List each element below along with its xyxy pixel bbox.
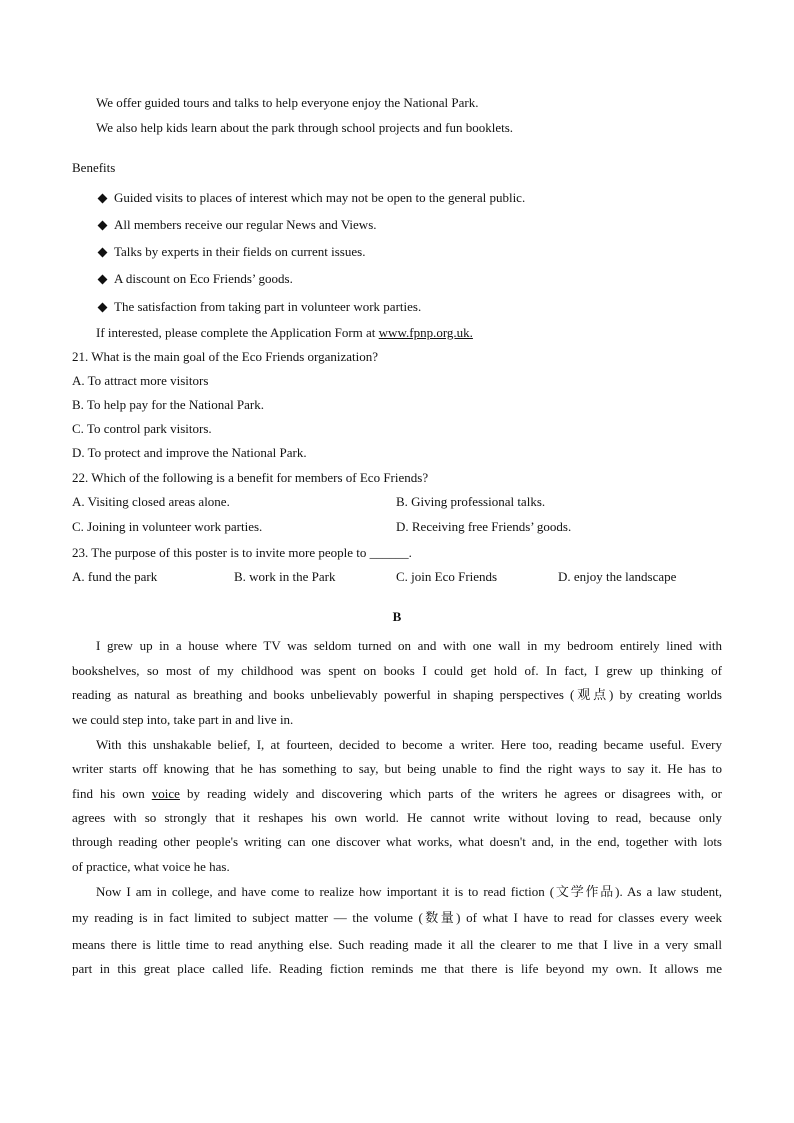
- paragraph-1-line: bookshelves, so most of my childhood was spent on books I could get hold of. In fact, I grew up thinking of: [72, 663, 722, 678]
- underlined-word-voice: voice: [151, 786, 180, 801]
- paragraph-2-line: through reading other people's writing can one discover what works, what doesn't and, in the end, together with lots: [72, 834, 722, 849]
- paragraph-1-line: we could step into, take part in and live in.: [72, 712, 294, 727]
- diamond-bullet-icon: [98, 303, 108, 313]
- question-21-stem: 21. What is the main goal of the Eco Friends organization?: [72, 349, 379, 364]
- question-21-option-a: A. To attract more visitors: [72, 373, 209, 388]
- question-22-option-a: A. Visiting closed areas alone.: [72, 494, 230, 509]
- question-23-option-d: D. enjoy the landscape: [558, 569, 677, 584]
- question-23-stem: 23. The purpose of this poster is to invite more people to ______.: [72, 545, 412, 560]
- question-23-option-b: B. work in the Park: [234, 569, 336, 584]
- benefit-item: Talks by experts in their fields on current issues.: [96, 243, 365, 261]
- question-22-option-d: D. Receiving free Friends’ goods.: [396, 519, 572, 534]
- paragraph-3-line: Now I am in college, and have come to realize how important it is to read fiction (文学作品). As a law student,: [96, 884, 722, 899]
- paragraph-2-line: of practice, what voice he has.: [72, 859, 230, 874]
- paragraph-2-line: writer starts off knowing that he has something to say, but being unable to find the right ways to say it. He has to: [72, 761, 722, 776]
- paragraph-3-line: part in this great place called life. Reading fiction reminds me that there is life beyond my own. It allows me: [72, 961, 722, 976]
- section-b-title: B: [392, 609, 402, 624]
- benefit-item: Guided visits to places of interest which may not be open to the general public.: [96, 189, 525, 207]
- paragraph-3-line: means there is little time to read anything else. Such reading made it all the clearer to me that I live in a very small: [72, 937, 722, 952]
- paragraph-2-line: find his own voice by reading widely and discovering which parts of the writers he agrees or disagrees with, or: [72, 786, 722, 801]
- answer-blank: ______: [369, 545, 409, 560]
- diamond-bullet-icon: [98, 194, 108, 204]
- diamond-bullet-icon: [98, 275, 108, 285]
- benefit-item: All members receive our regular News and Views.: [96, 216, 377, 234]
- benefit-item: The satisfaction from taking part in volunteer work parties.: [96, 298, 421, 316]
- intro-line-2: We also help kids learn about the park through school projects and fun booklets.: [96, 120, 514, 135]
- diamond-bullet-icon: [98, 221, 108, 231]
- intro-line-1: We offer guided tours and talks to help everyone enjoy the National Park.: [96, 95, 479, 110]
- paragraph-3-line: my reading is in fact limited to subject matter — the volume (数量) of what I have to read for classes every week: [72, 910, 722, 925]
- paragraph-1-line: reading as natural as breathing and books unbelievably powerful in shaping perspectives (观点) by creating worlds: [72, 687, 722, 702]
- diamond-bullet-icon: [98, 248, 108, 258]
- question-23-option-a: A. fund the park: [72, 569, 158, 584]
- question-22-option-b: B. Giving professional talks.: [396, 494, 546, 509]
- question-21-option-b: B. To help pay for the National Park.: [72, 397, 265, 412]
- question-21-option-d: D. To protect and improve the National Park.: [72, 445, 307, 460]
- paragraph-1-line: I grew up in a house where TV was seldom turned on and with one wall in my bedroom entirely lined with: [96, 638, 722, 653]
- question-23-option-c: C. join Eco Friends: [396, 569, 498, 584]
- application-link[interactable]: www.fpnp.org.uk.: [378, 325, 473, 340]
- question-21-option-c: C. To control park visitors.: [72, 421, 212, 436]
- benefit-item: A discount on Eco Friends’ goods.: [96, 270, 293, 288]
- question-22-stem: 22. Which of the following is a benefit for members of Eco Friends?: [72, 470, 429, 485]
- benefits-heading: Benefits: [72, 160, 116, 175]
- question-22-option-c: C. Joining in volunteer work parties.: [72, 519, 263, 534]
- paragraph-2-line: With this unshakable belief, I, at fourteen, decided to become a writer. Here too, reading became useful. Every: [96, 737, 722, 752]
- application-note: If interested, please complete the Application Form at www.fpnp.org.uk.: [96, 325, 473, 340]
- paragraph-2-line: agrees with so strongly that it reshapes his own world. He cannot write without loving to read, because only: [72, 810, 722, 825]
